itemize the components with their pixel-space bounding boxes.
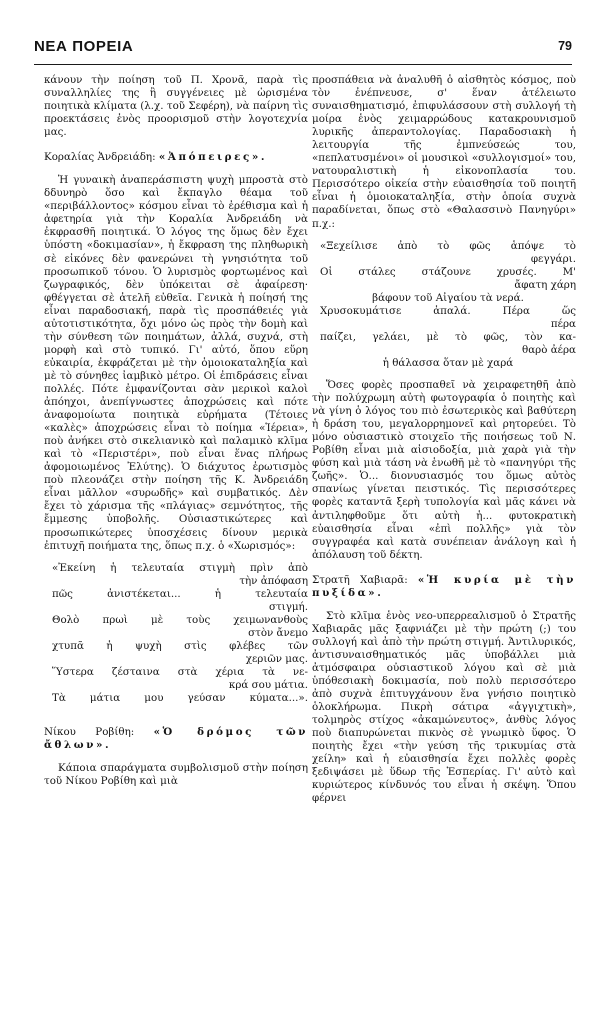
verse-line: Οἱ στάλες στάζουνε χρυσές. Μ' xyxy=(320,265,576,278)
verse-line: χεριῶν μας. xyxy=(245,652,308,665)
review-heading-andreiadi xyxy=(44,139,308,174)
paragraph-intro: κάνουν τὴν ποίηση τοῦ Π. Χρονᾶ, παρὰ τὶς συναλληλίες της ἢ συγγένειες μὲ ὡρισμένα ποιητικὰ κλίματα (λ.χ. τοῦ Σεφέρη), νὰ παίρνη τὶς προεκτάσεις ἑνὸς προορισμοῦ στὴν λογοτεχνία μας. xyxy=(44,74,308,139)
page-number: 79 xyxy=(558,39,572,53)
verse-line: Χρυσοκυμάτισε ἁπαλά. Πέρα ὥς xyxy=(320,304,576,317)
paragraph-rovithi-continued: προσπάθεια νὰ ἀναλυθῆ ὁ αἰσθητὸς κόσμος, ποὺ τὸν ἐνέπνευσε, σ' ἕναν ἀτέλειωτο συναισθηματισμό, ἐπιφυλάσσουν στὴ συλλογή τὴ μοίρα ἑνὸς χειμαρρώδους κατακρουνισμοῦ λυρικῆς ἀπεραντολογίας. Παραδοσιακὴ ἡ λειτουργία τῆς ἐμπνεύσεώς του, «πεπλατυσμένοι» οἱ μουσικοὶ «συλλογισμοί» του, νατουραλιστικὴ ἡ εἰκονοπλασία του. Περισσότερο οἰκεία στὴν εὐαισθησία τοῦ ποιητῆ εἶναι ἡ ὁμοιοκαταληξία, στὴν ὁποία συχνὰ παραδίνεται, ὅπως στὸ «Θαλασσινὸ Πανηγύρι» π.χ.: xyxy=(312,74,576,230)
paragraph-rovithi-conclusion: Ὅσες φορὲς προσπαθεῖ νὰ χειραφετηθῆ ἀπὸ τὴν πολύχρωμη αὐτὴ φωτογραφία ὁ ποιητὴς καὶ νὰ γίνη ὁ λόγος του πιὸ ἐσωτερικὸς καὶ βαθύτερη ἡ δράση του, μεγαλορρημονεῖ καὶ ρητορεύει. Τὸ μόνο οὐσιαστικὸ στοιχεῖο τῆς ποιήσεως τοῦ Ν. Ροβίθη εἶναι μιὰ αἰσιοδοξία, μιὰ χαρὰ γιὰ τὴν φύση καὶ μιὰ τάση νὰ ἑνωθῆ μὲ τὸ «πανηγύρι τῆς ζωῆς». Ὁ... διονυσιασμός του ὅμως αὐτὸς σπανίως γίνεται πειστικός. Τὶς περισσότερες φορὲς καταντᾶ ξερὴ τυπολογία καὶ μᾶς κάνει νὰ ἀντιληφθοῦμε ὅτι αὐτὴ ἡ... φυτοκρατικὴ εὐαισθησία εἶναι «ἐπὶ πολλῆς» γιὰ τὸν συγγραφέα καὶ κατὰ συνέπειαν ἀνάλογη καὶ ἡ ἀπόλαυση τοῦ δέκτη. xyxy=(312,379,576,561)
verse-line: Θολὸ πρωὶ μὲ τοὺς χειμωνανθοὺς xyxy=(52,613,308,626)
verse-quote-chorismos xyxy=(44,562,308,706)
paragraph-andreiadi: Ἡ γυναικὴ ἀναπεράσπιστη ψυχὴ μπροστὰ στὸ δδυνηρὸ ὅσο καὶ ἔκπαγλο θέαμα τοῦ «περιβάλλοντος» κόσμου εἶναι τὸ ἐρέθισμα καὶ ἡ ἀφετηρία γιὰ τὴν Κοραλία Ἀνδρειάδη νὰ ἐκφρασθῆ ποιητικά. Ὁ λόγος της ὅμως δὲν ἔχει ὑπόστη «δοκιμασίαν», ἡ ἔκφραση της πληθωρικὴ σὲ εἰκόνες δὲν φανερώνει τὴ γνησιότητα τοῦ προσωπικοῦ τόνου. Ὁ λυρισμὸς φορτωμένος καὶ ζωγραφικός, δὲν ὑπόκειται σὲ ἀφαίρεση· φθέγγεται σὲ ἀτελῆ εὐθεῖα. Γενικὰ ἡ ποίησή της εἶναι παραδοσιακή, παρὰ τὶς προσπάθειές γιὰ αὐτοτιστικότητα, ὄχι μόνο ὡς πρὸς τὴν δομὴ καὶ τὴν σύνθεση τῶν ποιημάτων, ἀλλά, συχνά, στὴ μορφὴ καὶ στὸ τυπικό. Γι' αὐτό, ὅπου εὕρη εὐκαιρία, ἐκφράζεται μὲ τὴν ὁμοιοκαταληξία καὶ μὲ τὸ σύνηθες ἰαμβικὸ μέτρο. Οἱ ἐπιδράσεις εἶναι πολλές. Πότε ἐμφανίζονται σὰν μερικοὶ καλοὶ ἀπόηχοι, ἀνεπίγνωστες ἀποχρώσεις καὶ πότε ἀναφομοίωτα ποιητικὰ εὑρήματα (Τέτοιες «καλὲς» ἀποχρώσεις εἶναι τὸ ποίημα «Ἱέρεια», ποὺ ἀνήκει στὸ σικελιανικὸ καὶ παλαμικὸ κλῖμα καὶ τὸ «Περιστέρι», ποὺ εἶναι ἕνας πλήρως ἀφομοιωμένος Ἐλύτης). Ὁ διάχυτος ἐρωτισμὸς ποὺ πλεονάζει στὴν ποίηση τῆς Κ. Ἀνδρειάδη εἶναι μᾶλλον «συρωδῆς» καὶ συμβατικός. Δὲν ἔχει τὸ χάρισμα τῆς «πλάγιας» σεμνότητος, τῆς ἔμμεσης ὑποβολῆς. Οὐσιαστικώτερες καὶ προσωπικώτερες ὑποσχέσεις δίνουν μερικὰ ἐπιτυχῆ ποιήματα της, ὅπως π.χ. ὁ «Χωρισμός»: xyxy=(44,174,308,552)
paragraph-chaviaras: Στὸ κλῖμα ἑνὸς νεο-υπερρεαλισμοῦ ὁ Στρατῆς Χαβιαρᾶς μᾶς ξαφνιάζει μὲ τὴν πρώτη (;) του συλλογή καὶ ἀπὸ τὴν πρώτη στιγμή. Ἀντιλυρικός, ἀντισυναισθηματικός μᾶς ὑποβάλλει μιὰ ἀτμόσφαιρα οὐσιαστικοῦ λόγου καὶ σὲ μιὰ ὑπόθεσιακὴ δοκιμασία, ποὺ πολὺ περισσότερο ἀπὸ συχνὰ ἐπιτυγχάνουν ἕνα γνήσιο ποιητικὸ ὁλοκλήρωμα. Πικρὴ σάτιρα «ἀγγιχτικὴ», τολμηρὸς στίχος «ἀκαμώνευτος», ἀνθὺς λόγος ποὺ διαπυρώνεται πικνὸς σὲ γνωμικὸ ὕφος. Ὁ ποιητὴς ἔχει «τὴν γεύση τῆς τρικυμίας στὰ χείλη» καὶ ἡ εὐαισθησία ἔχει πολλὲς φορὲς ξεδιψάσει μὲ ὕδωρ τῆς Ἑσπερίας. Γι' αὐτὸ καὶ κυριώτερος κίνδυνός του εἶναι ἡ σκέψη. Ὅπου φέρνει xyxy=(312,609,576,805)
header-rule xyxy=(34,64,572,65)
paragraph-rovithi-start: Κάποια σπαράγματα συμβολισμοῦ στὴν ποίηση τοῦ Νίκου Ροβίθη καὶ μιὰ xyxy=(44,762,308,788)
review-book-title: «Ἀπόπειρες». xyxy=(158,151,268,164)
verse-line: ἄφατη χάρη xyxy=(514,278,576,291)
verse-line: ἡ θάλασσα ὅταν μὲ χαρά xyxy=(382,356,514,369)
review-book-title: «Ἡ κυρία μὲ τὴν πυξίδα». xyxy=(312,573,576,599)
review-book-title: «Ὁ δρόμος τῶν ἄθλων». xyxy=(44,726,308,752)
review-heading-chaviaras xyxy=(312,562,576,610)
verse-line: «Ἐκείνη ἡ τελευταία στιγμὴ πρὶν ἀπὸ xyxy=(52,561,308,574)
verse-line: στὸν ἄνεμο xyxy=(248,626,308,639)
verse-line: παίζει, γελάει, μὲ τὸ φῶς, τὸν κα- xyxy=(320,330,576,343)
verse-line: Τὰ μάτια μου γεύσαν κύματα...». xyxy=(52,692,308,705)
verse-line: τὴν ἀπόφαση xyxy=(239,574,308,587)
verse-quote-panigyri xyxy=(312,240,576,370)
right-column xyxy=(312,74,576,805)
verse-line: Ὕστερα ζέσταινα στὰ χέρια τὰ νε- xyxy=(52,665,308,678)
verse-line: στιγμή. xyxy=(268,600,308,613)
verse-line: πέρα xyxy=(550,317,576,330)
verse-line: πῶς ἀνιστέκεται... ἡ τελευταία xyxy=(52,587,308,600)
verse-line: θαρὸ ἀέρα xyxy=(522,343,576,356)
review-heading-rovithi xyxy=(44,714,308,762)
verse-line: βάφουν τοῦ Αἰγαίου τὰ νερά. xyxy=(372,291,524,304)
journal-title: ΝΕΑ ΠΟΡΕΙΑ xyxy=(34,38,134,55)
verse-line: κρά σου μάτια. xyxy=(228,679,308,692)
review-author: Στρατῆ Χαβιαρᾶ: xyxy=(312,573,408,586)
review-author: Κοραλίας Ἀνδρειάδη: xyxy=(44,151,156,164)
verse-line: «Ξεχείλισε ἀπὸ τὸ φῶς ἁπόψε τὸ xyxy=(320,239,576,252)
review-author: Νίκου Ροβίθη: xyxy=(44,726,135,739)
verse-line: χτυπᾶ ἡ ψυχὴ στὶς φλέβες τῶν xyxy=(52,639,308,652)
verse-line: φεγγάρι. xyxy=(530,252,576,265)
left-column xyxy=(44,74,308,788)
page-header xyxy=(34,38,572,64)
